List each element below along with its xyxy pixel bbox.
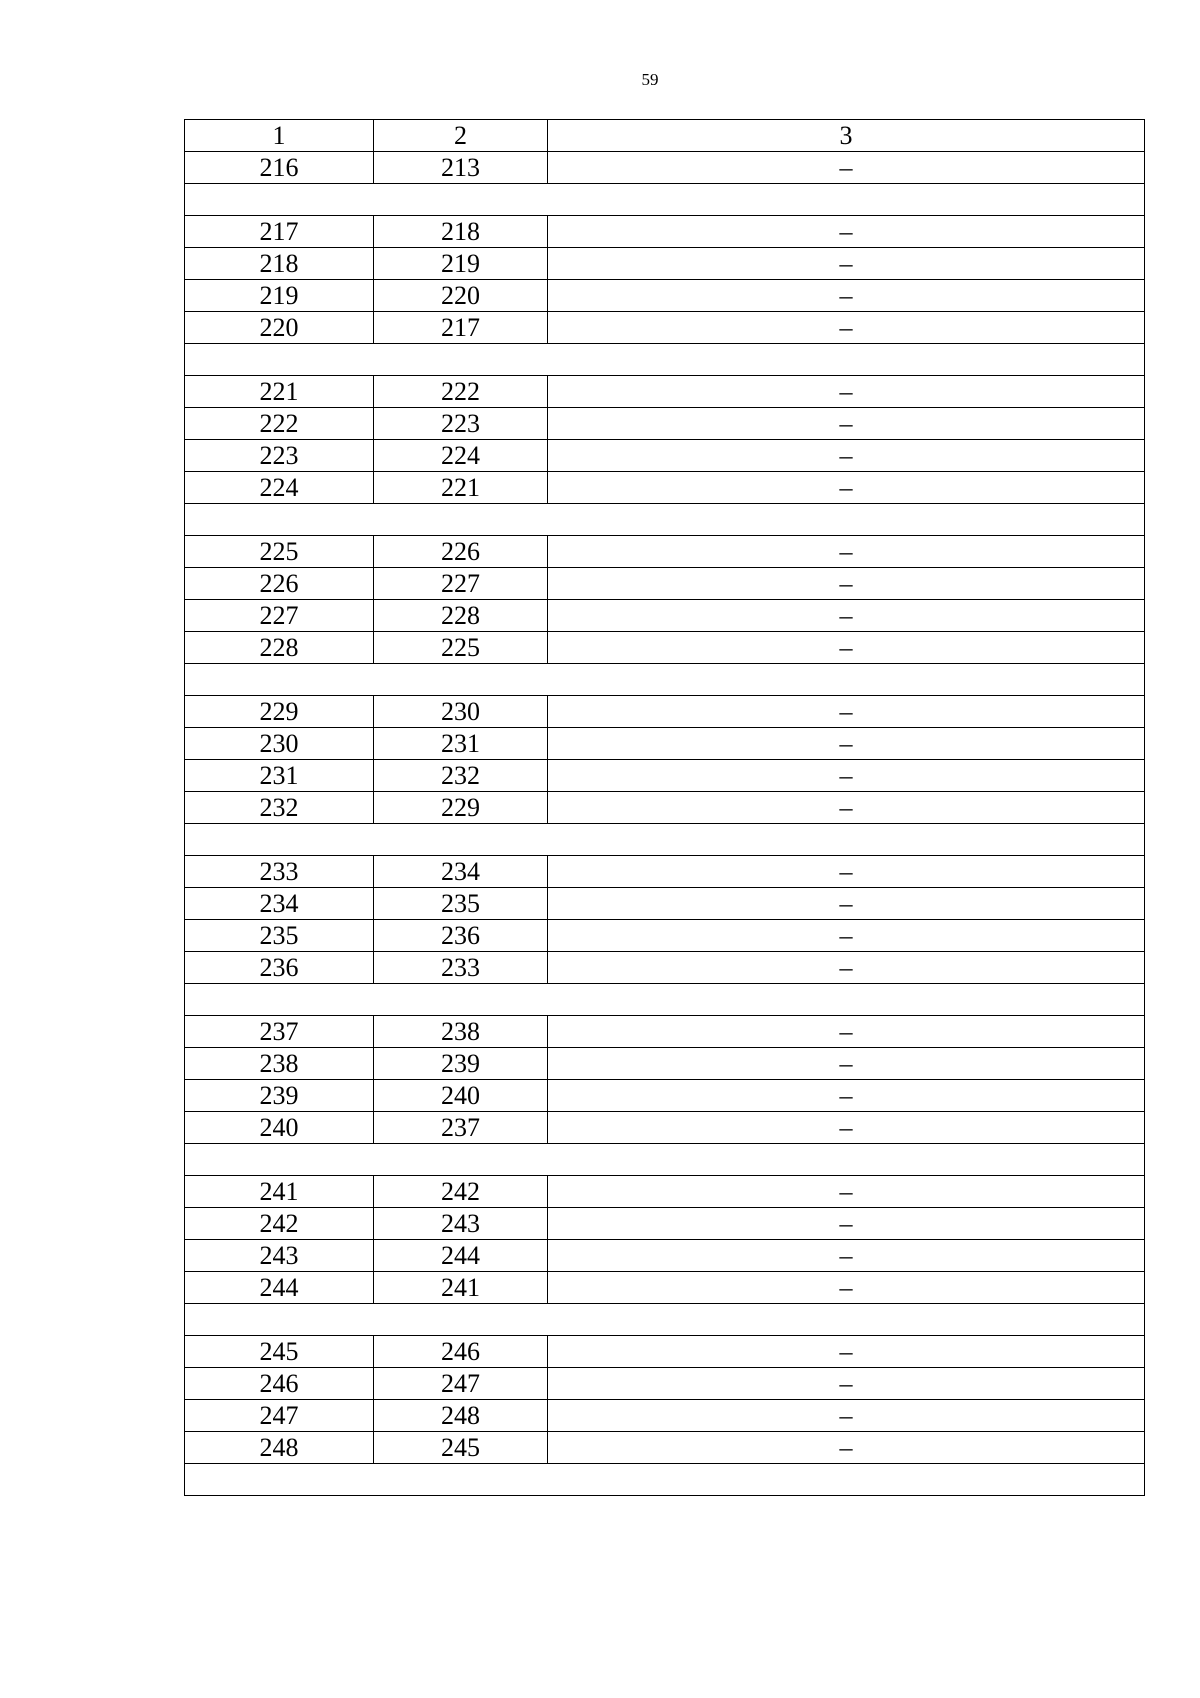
table-cell-col-1: 236 [185, 952, 374, 984]
table-cell-col-3: – [548, 856, 1145, 888]
table-cell-col-1: 231 [185, 760, 374, 792]
table-row [185, 696, 1145, 728]
table-cell-col-1: 227 [185, 600, 374, 632]
table-cell-col-1: 230 [185, 728, 374, 760]
table-cell-col-2: 243 [374, 1208, 548, 1240]
header-cell-3: 3 [548, 120, 1145, 152]
table-cell-col-1: 234 [185, 888, 374, 920]
table-cell-col-2: 217 [374, 312, 548, 344]
table-cell-col-2: 230 [374, 696, 548, 728]
table-cell-col-1: 248 [185, 1432, 374, 1464]
table-cell-col-1: 223 [185, 440, 374, 472]
table-cell-col-3: – [548, 600, 1145, 632]
table-cell-col-2: 233 [374, 952, 548, 984]
table-cell-col-2: 232 [374, 760, 548, 792]
table-cell-col-3: – [548, 920, 1145, 952]
table-cell-col-3: – [548, 1240, 1145, 1272]
table-cell-col-2: 237 [374, 1112, 548, 1144]
table-cell-col-1: 240 [185, 1112, 374, 1144]
table-cell-col-2: 247 [374, 1368, 548, 1400]
table-cell-col-2: 224 [374, 440, 548, 472]
table-cell-col-2: 213 [374, 152, 548, 184]
header-cell-2: 2 [374, 120, 548, 152]
table-row [185, 152, 1145, 184]
table-row [185, 1048, 1145, 1080]
separator-cell [185, 1144, 1145, 1176]
separator-cell [185, 664, 1145, 696]
table-cell-col-3: – [548, 568, 1145, 600]
group-separator-row [185, 1464, 1145, 1496]
table-cell-col-2: 242 [374, 1176, 548, 1208]
table-cell-col-3: – [548, 536, 1145, 568]
table-cell-col-1: 245 [185, 1336, 374, 1368]
table-cell-col-2: 221 [374, 472, 548, 504]
table-cell-col-1: 233 [185, 856, 374, 888]
table-cell-col-1: 247 [185, 1400, 374, 1432]
table-cell-col-1: 232 [185, 792, 374, 824]
table-cell-col-3: – [548, 1368, 1145, 1400]
table-cell-col-1: 221 [185, 376, 374, 408]
table-row [185, 1016, 1145, 1048]
table-row [185, 1368, 1145, 1400]
table-row [185, 1272, 1145, 1304]
table-row [185, 472, 1145, 504]
table-cell-col-1: 225 [185, 536, 374, 568]
table-cell-col-1: 224 [185, 472, 374, 504]
table-cell-col-1: 229 [185, 696, 374, 728]
table-row [185, 376, 1145, 408]
table-cell-col-2: 223 [374, 408, 548, 440]
table-cell-col-3: – [548, 792, 1145, 824]
header-row [185, 120, 1145, 152]
table-row [185, 888, 1145, 920]
table-row [185, 312, 1145, 344]
table-cell-col-3: – [548, 312, 1145, 344]
group-separator-row [185, 664, 1145, 696]
table-row [185, 568, 1145, 600]
table-row [185, 632, 1145, 664]
table-cell-col-1: 219 [185, 280, 374, 312]
table-row [185, 952, 1145, 984]
table-cell-col-3: – [548, 280, 1145, 312]
group-separator-row [185, 984, 1145, 1016]
table-row [185, 1176, 1145, 1208]
table-cell-col-2: 225 [374, 632, 548, 664]
table-cell-col-3: – [548, 376, 1145, 408]
table-cell-col-1: 237 [185, 1016, 374, 1048]
table-row [185, 1112, 1145, 1144]
table-cell-col-3: – [548, 952, 1145, 984]
table-cell-col-3: – [548, 696, 1145, 728]
table-cell-col-2: 229 [374, 792, 548, 824]
table-cell-col-3: – [548, 1336, 1145, 1368]
table-cell-col-3: – [548, 1208, 1145, 1240]
table-row [185, 600, 1145, 632]
table-row [185, 1080, 1145, 1112]
table-cell-col-3: – [548, 1016, 1145, 1048]
table-cell-col-2: 244 [374, 1240, 548, 1272]
table-cell-col-2: 236 [374, 920, 548, 952]
table-cell-col-2: 231 [374, 728, 548, 760]
table-cell-col-2: 235 [374, 888, 548, 920]
table-cell-col-1: 235 [185, 920, 374, 952]
table-cell-col-1: 216 [185, 152, 374, 184]
table-cell-col-2: 218 [374, 216, 548, 248]
table-cell-col-1: 246 [185, 1368, 374, 1400]
group-separator-row [185, 1304, 1145, 1336]
data-table-container [184, 119, 1144, 1496]
table-cell-col-2: 245 [374, 1432, 548, 1464]
table-row [185, 1400, 1145, 1432]
separator-cell [185, 184, 1145, 216]
table-row [185, 216, 1145, 248]
separator-cell [185, 504, 1145, 536]
table-row [185, 1336, 1145, 1368]
table-row [185, 1240, 1145, 1272]
table-cell-col-3: – [548, 472, 1145, 504]
separator-cell [185, 984, 1145, 1016]
table-cell-col-3: – [548, 632, 1145, 664]
table-cell-col-3: – [548, 1272, 1145, 1304]
data-table [184, 119, 1145, 1496]
table-cell-col-2: 241 [374, 1272, 548, 1304]
table-cell-col-2: 239 [374, 1048, 548, 1080]
header-cell-1: 1 [185, 120, 374, 152]
table-row [185, 408, 1145, 440]
table-cell-col-2: 228 [374, 600, 548, 632]
table-cell-col-1: 217 [185, 216, 374, 248]
table-cell-col-3: – [548, 888, 1145, 920]
table-cell-col-1: 239 [185, 1080, 374, 1112]
table-cell-col-3: – [548, 152, 1145, 184]
table-cell-col-1: 218 [185, 248, 374, 280]
group-separator-row [185, 824, 1145, 856]
table-cell-col-3: – [548, 1048, 1145, 1080]
separator-cell [185, 824, 1145, 856]
table-cell-col-1: 220 [185, 312, 374, 344]
table-cell-col-2: 220 [374, 280, 548, 312]
table-cell-col-2: 240 [374, 1080, 548, 1112]
table-cell-col-1: 222 [185, 408, 374, 440]
table-cell-col-1: 242 [185, 1208, 374, 1240]
table-row [185, 536, 1145, 568]
separator-cell [185, 1304, 1145, 1336]
group-separator-row [185, 1144, 1145, 1176]
table-cell-col-3: – [548, 408, 1145, 440]
page-number: 59 [641, 70, 659, 89]
table-row [185, 792, 1145, 824]
group-separator-row [185, 504, 1145, 536]
table-cell-col-1: 243 [185, 1240, 374, 1272]
table-cell-col-3: – [548, 216, 1145, 248]
group-separator-row [185, 344, 1145, 376]
group-separator-row [185, 184, 1145, 216]
table-cell-col-2: 238 [374, 1016, 548, 1048]
table-row [185, 280, 1145, 312]
table-cell-col-3: – [548, 440, 1145, 472]
table-cell-col-2: 226 [374, 536, 548, 568]
table-cell-col-3: – [548, 1432, 1145, 1464]
table-row [185, 856, 1145, 888]
table-row [185, 920, 1145, 952]
table-row [185, 248, 1145, 280]
table-cell-col-1: 228 [185, 632, 374, 664]
table-row [185, 440, 1145, 472]
table-cell-col-3: – [548, 1112, 1145, 1144]
table-cell-col-3: – [548, 728, 1145, 760]
table-cell-col-3: – [548, 1176, 1145, 1208]
table-cell-col-3: – [548, 1080, 1145, 1112]
table-row [185, 1432, 1145, 1464]
table-cell-col-1: 241 [185, 1176, 374, 1208]
table-cell-col-3: – [548, 1400, 1145, 1432]
table-cell-col-1: 244 [185, 1272, 374, 1304]
table-row [185, 760, 1145, 792]
table-cell-col-2: 248 [374, 1400, 548, 1432]
table-cell-col-2: 222 [374, 376, 548, 408]
table-cell-col-2: 246 [374, 1336, 548, 1368]
table-cell-col-2: 234 [374, 856, 548, 888]
table-row [185, 1208, 1145, 1240]
table-row [185, 728, 1145, 760]
table-cell-col-1: 226 [185, 568, 374, 600]
table-body [185, 120, 1145, 1496]
table-cell-col-2: 219 [374, 248, 548, 280]
table-cell-col-2: 227 [374, 568, 548, 600]
table-cell-col-3: – [548, 248, 1145, 280]
separator-cell [185, 344, 1145, 376]
table-cell-col-1: 238 [185, 1048, 374, 1080]
separator-cell [185, 1464, 1145, 1496]
table-cell-col-3: – [548, 760, 1145, 792]
